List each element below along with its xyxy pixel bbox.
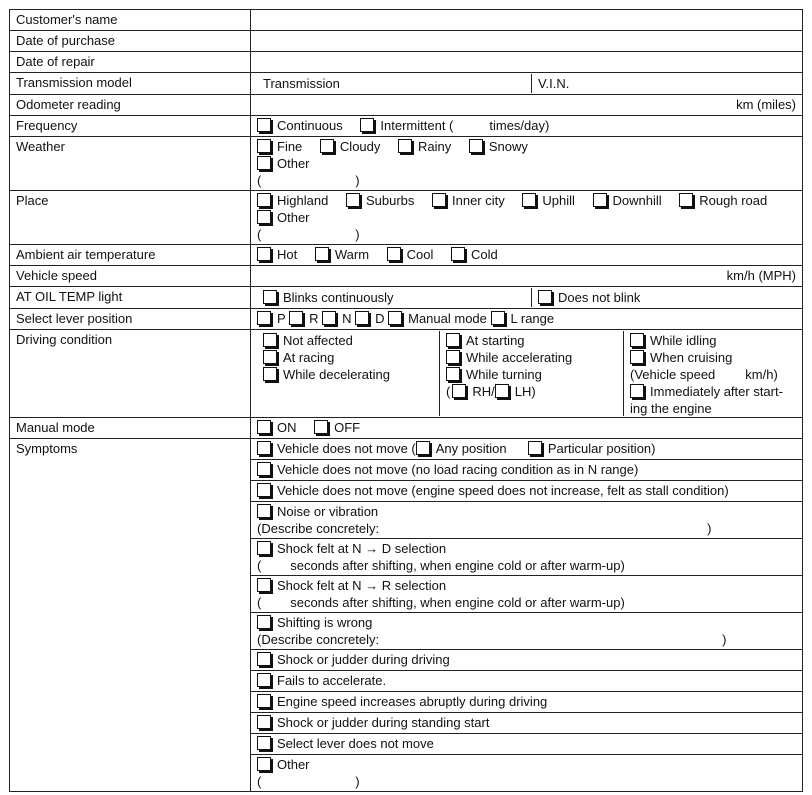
noise-label: Noise or vibration [277, 504, 379, 519]
checkbox-while-turning[interactable] [446, 367, 460, 381]
checkbox-while-idling[interactable] [630, 333, 644, 347]
shock-judder-label: Shock or judder during driving [277, 652, 450, 667]
option-intermittent[interactable] [360, 117, 549, 134]
symptom-shock-nd [251, 539, 803, 576]
n-label: N [342, 311, 352, 326]
option-manual-mode[interactable] [388, 311, 487, 326]
label-transmission-model: Transmission model [10, 73, 251, 95]
checkbox-shock-judder[interactable] [257, 652, 271, 666]
option-cool[interactable] [387, 246, 434, 263]
not-move-c-label: Vehicle does not move (engine speed does not increase, felt as stall condition) [277, 483, 729, 498]
checkbox-rh[interactable] [452, 384, 466, 398]
shock-nd-seconds[interactable]: ( seconds after shifting, when engine cold or after warm-up) [257, 558, 625, 573]
snowy-label: Snowy [488, 139, 528, 154]
option-off[interactable] [314, 419, 360, 436]
checkbox-snowy[interactable] [469, 139, 483, 153]
checkbox-rough-road[interactable] [679, 193, 693, 207]
field-manual-mode [251, 418, 803, 439]
fine-label: Fine [277, 139, 303, 154]
symptom-lever-not-move[interactable] [251, 734, 803, 755]
suburbs-label: Suburbs [365, 193, 415, 208]
highland-label: Highland [277, 193, 329, 208]
uphill-label: Uphill [542, 193, 575, 208]
times-per-day-label: times/day) [489, 118, 550, 133]
option-any-position[interactable] [416, 441, 507, 456]
field-weather [251, 137, 803, 191]
option-while-idling[interactable] [630, 332, 790, 349]
checkbox-while-decel[interactable] [263, 367, 277, 381]
field-driving-condition [251, 330, 803, 418]
field-date-repair[interactable] [251, 52, 803, 73]
option-symptom-other[interactable] [257, 756, 796, 773]
not-move-b-label: Vehicle does not move (no load racing condition as in N range) [277, 462, 639, 477]
checkbox-shock-standing[interactable] [257, 715, 271, 729]
cloudy-label: Cloudy [339, 139, 381, 154]
option-not-move-a[interactable] [257, 441, 416, 456]
checkbox-n[interactable] [322, 311, 336, 325]
cruise-speed-unit: km/h) [745, 367, 778, 382]
field-odometer[interactable] [251, 95, 803, 116]
label-odometer: Odometer reading [10, 95, 251, 116]
row-odometer [10, 95, 803, 116]
option-p[interactable] [257, 311, 285, 326]
label-select-lever: Select lever position [10, 309, 251, 330]
option-snowy[interactable] [469, 138, 528, 155]
blinks-label: Blinks continuously [283, 290, 394, 305]
checkbox-inner-city[interactable] [432, 193, 446, 207]
checkbox-engine-speed[interactable] [257, 694, 271, 708]
vin-label: V.I.N. [538, 76, 570, 91]
option-lh[interactable] [495, 384, 536, 399]
checkbox-lh[interactable] [495, 384, 509, 398]
row-place [10, 191, 803, 245]
weather-other-label: Other [277, 156, 310, 171]
checkbox-any-position[interactable] [416, 441, 430, 455]
row-date-repair [10, 52, 803, 73]
checkbox-manual-mode[interactable] [388, 311, 402, 325]
option-while-accel[interactable] [446, 349, 617, 366]
option-place-other[interactable] [257, 209, 310, 226]
checkbox-fine[interactable] [257, 139, 271, 153]
option-while-decel[interactable] [263, 366, 433, 383]
when-cruising-label: When cruising [650, 350, 733, 365]
place-other-field[interactable]: ( ) [257, 227, 360, 242]
checkbox-off[interactable] [314, 420, 328, 434]
symptom-shock-nr [251, 576, 803, 613]
option-hot[interactable] [257, 246, 297, 263]
checkbox-immediately-after-start[interactable] [630, 384, 644, 398]
checkbox-not-move-c[interactable] [257, 483, 271, 497]
label-manual-mode: Manual mode [10, 418, 251, 439]
checkbox-particular-position[interactable] [528, 441, 542, 455]
option-rainy[interactable] [398, 138, 451, 155]
while-idling-label: While idling [650, 333, 717, 348]
checkbox-highland[interactable] [257, 193, 271, 207]
transmission-label: Transmission [263, 76, 340, 91]
symptom-other-label: Other [277, 757, 310, 772]
shifting-describe-field[interactable] [257, 631, 796, 648]
symptom-not-move-a [251, 439, 803, 460]
checkbox-shifting-wrong[interactable] [257, 615, 271, 629]
describe2-close: ) [722, 632, 727, 647]
warm-label: Warm [334, 247, 370, 262]
field-frequency [251, 116, 803, 137]
option-immediately-after-start[interactable] [630, 383, 790, 400]
intermittent-label: Intermittent ( [380, 118, 454, 133]
label-date-purchase: Date of purchase [10, 31, 251, 52]
checkbox-not-move-b[interactable] [257, 462, 271, 476]
checkbox-while-accel[interactable] [446, 350, 460, 364]
describe1-close: ) [707, 521, 712, 536]
option-weather-other[interactable] [257, 155, 310, 172]
checkbox-shock-nd[interactable] [257, 541, 271, 555]
checkbox-fails-accel[interactable] [257, 673, 271, 687]
symptom-shock-judder[interactable] [251, 650, 803, 671]
checkbox-hot[interactable] [257, 247, 271, 261]
checkbox-at-starting[interactable] [446, 333, 460, 347]
speed-unit: km/h (MPH) [726, 268, 796, 283]
checkbox-on[interactable] [257, 420, 271, 434]
not-blink-label: Does not blink [558, 290, 641, 305]
option-shock-nr[interactable] [257, 577, 796, 594]
inner-city-label: Inner city [452, 193, 505, 208]
odometer-unit: km (miles) [736, 97, 796, 112]
row-weather [10, 137, 803, 191]
rough-road-label: Rough road [699, 193, 768, 208]
shock-nr-seconds[interactable]: ( seconds after shifting, when engine cold or after warm-up) [257, 595, 625, 610]
while-turning-label: While turning [466, 367, 542, 382]
checkbox-cold[interactable] [451, 247, 465, 261]
row-symptom-1 [10, 439, 803, 460]
checkbox-blinks[interactable] [263, 290, 277, 304]
at-starting-label: At starting [466, 333, 525, 348]
row-date-purchase [10, 31, 803, 52]
label-date-repair: Date of repair [10, 52, 251, 73]
label-place: Place [10, 191, 251, 245]
option-warm[interactable] [315, 246, 369, 263]
checkbox-not-affected[interactable] [263, 333, 277, 347]
row-vehicle-speed [10, 266, 803, 287]
weather-other-field[interactable]: ( ) [257, 173, 360, 188]
particular-position-label: Particular position) [547, 441, 656, 456]
row-ambient [10, 245, 803, 266]
shock-nr-label: Shock felt at N → R selection [277, 578, 447, 593]
rh-label: RH/ [472, 384, 495, 399]
option-uphill[interactable] [522, 192, 575, 209]
option-at-starting[interactable] [446, 332, 617, 349]
field-vehicle-speed[interactable] [251, 266, 803, 287]
option-fine[interactable] [257, 138, 302, 155]
option-suburbs[interactable] [346, 192, 414, 209]
symptom-shifting-wrong [251, 613, 803, 650]
shock-standing-label: Shock or judder during standing start [277, 715, 490, 730]
cruise-speed-label: (Vehicle speed [630, 367, 716, 382]
symptom-other [251, 755, 803, 792]
noise-describe-field[interactable] [257, 520, 796, 537]
rainy-label: Rainy [418, 139, 452, 154]
at-racing-label: At racing [283, 350, 335, 365]
ing-engine-label: ing the engine [630, 401, 712, 416]
row-transmission-model [10, 73, 803, 95]
option-r[interactable] [289, 311, 318, 326]
option-not-affected[interactable] [263, 332, 433, 349]
checkbox-not-move-a[interactable] [257, 441, 271, 455]
label-frequency: Frequency [10, 116, 251, 137]
option-n[interactable] [322, 311, 351, 326]
option-d[interactable] [355, 311, 384, 326]
option-rh[interactable] [450, 384, 494, 399]
d-label: D [375, 311, 385, 326]
on-label: ON [277, 420, 297, 435]
option-l-range[interactable] [491, 311, 555, 326]
checkbox-downhill[interactable] [593, 193, 607, 207]
option-shifting-wrong[interactable] [257, 614, 796, 631]
field-customer-name[interactable] [251, 10, 803, 31]
describe2-label: (Describe concretely: [257, 632, 380, 647]
option-noise[interactable] [257, 503, 796, 520]
symptom-engine-speed[interactable] [251, 692, 803, 713]
checkbox-shock-nr[interactable] [257, 578, 271, 592]
checkbox-noise[interactable] [257, 504, 271, 518]
vin-field[interactable] [532, 74, 796, 93]
option-at-racing[interactable] [263, 349, 433, 366]
any-position-label: Any position [435, 441, 507, 456]
field-transmission-model [251, 73, 803, 95]
label-weather: Weather [10, 137, 251, 191]
field-ambient [251, 245, 803, 266]
customer-interview-form [9, 9, 803, 792]
shock-nd-label: Shock felt at N → D selection [277, 541, 447, 556]
shifting-wrong-label: Shifting is wrong [277, 615, 373, 630]
option-shock-nd[interactable] [257, 540, 796, 557]
place-other-label: Other [277, 210, 310, 225]
symptom-other-field[interactable]: ( ) [257, 774, 360, 789]
option-continuous[interactable] [257, 117, 343, 134]
checkbox-intermittent[interactable] [360, 118, 374, 132]
describe1-label: (Describe concretely: [257, 521, 380, 536]
checkbox-continuous[interactable] [257, 118, 271, 132]
continuous-label: Continuous [277, 118, 343, 133]
checkbox-place-other[interactable] [257, 210, 271, 224]
option-rough-road[interactable] [679, 192, 767, 209]
option-particular-position[interactable] [528, 441, 656, 456]
manual-mode-label: Manual mode [408, 311, 487, 326]
l-range-label: L range [510, 311, 555, 326]
checkbox-when-cruising[interactable] [630, 350, 644, 364]
immediately-label: Immediately after start- [650, 384, 783, 399]
checkbox-warm[interactable] [315, 247, 329, 261]
option-on[interactable] [257, 419, 297, 436]
option-cold[interactable] [451, 246, 498, 263]
checkbox-rainy[interactable] [398, 139, 412, 153]
fails-accel-label: Fails to accelerate. [277, 673, 387, 688]
checkbox-weather-other[interactable] [257, 156, 271, 170]
label-vehicle-speed: Vehicle speed [10, 266, 251, 287]
field-select-lever [251, 309, 803, 330]
option-while-turning[interactable] [446, 366, 617, 383]
row-manual-mode [10, 418, 803, 439]
option-cloudy[interactable] [320, 138, 380, 155]
row-oil-temp [10, 287, 803, 309]
checkbox-cool[interactable] [387, 247, 401, 261]
option-blinks[interactable] [263, 289, 394, 306]
field-oil-temp [251, 287, 803, 309]
symptom-fails-accel[interactable] [251, 671, 803, 692]
cool-label: Cool [406, 247, 434, 262]
checkbox-not-blink[interactable] [538, 290, 552, 304]
label-ambient: Ambient air temperature [10, 245, 251, 266]
cold-label: Cold [471, 247, 498, 262]
row-frequency [10, 116, 803, 137]
off-label: OFF [334, 420, 361, 435]
hot-label: Hot [277, 247, 298, 262]
label-customer-name: Customer's name [10, 10, 251, 31]
row-driving-condition [10, 330, 803, 418]
checkbox-lever-not-move[interactable] [257, 736, 271, 750]
checkbox-r[interactable] [289, 311, 303, 325]
p-label: P [277, 311, 286, 326]
field-place [251, 191, 803, 245]
while-accel-label: While accelerating [466, 350, 573, 365]
row-select-lever [10, 309, 803, 330]
transmission-field[interactable] [257, 74, 532, 93]
checkbox-uphill[interactable] [522, 193, 536, 207]
option-not-blink[interactable] [538, 289, 640, 306]
symptom-not-move-c[interactable] [251, 481, 803, 502]
r-label: R [309, 311, 319, 326]
checkbox-l-range[interactable] [491, 311, 505, 325]
symptom-noise [251, 502, 803, 539]
rh-open-paren: ( [446, 384, 451, 399]
checkbox-cloudy[interactable] [320, 139, 334, 153]
engine-speed-label: Engine speed increases abruptly during driving [277, 694, 548, 709]
lh-label: LH) [514, 384, 536, 399]
symptom-shock-standing[interactable] [251, 713, 803, 734]
symptom-not-move-b[interactable] [251, 460, 803, 481]
checkbox-suburbs[interactable] [346, 193, 360, 207]
lever-not-move-label: Select lever does not move [277, 736, 434, 751]
not-move-a-label: Vehicle does not move ( [277, 441, 416, 456]
checkbox-d[interactable] [355, 311, 369, 325]
option-when-cruising[interactable] [630, 349, 790, 366]
row-customer-name [10, 10, 803, 31]
checkbox-at-racing[interactable] [263, 350, 277, 364]
label-driving-condition: Driving condition [10, 330, 251, 418]
option-inner-city[interactable] [432, 192, 505, 209]
option-highland[interactable] [257, 192, 328, 209]
while-decel-label: While decelerating [283, 367, 390, 382]
checkbox-symptom-other[interactable] [257, 757, 271, 771]
checkbox-p[interactable] [257, 311, 271, 325]
field-date-purchase[interactable] [251, 31, 803, 52]
not-affected-label: Not affected [283, 333, 353, 348]
downhill-label: Downhill [612, 193, 662, 208]
label-symptoms: Symptoms [10, 439, 251, 792]
label-oil-temp: AT OIL TEMP light [10, 287, 251, 309]
option-downhill[interactable] [593, 192, 662, 209]
